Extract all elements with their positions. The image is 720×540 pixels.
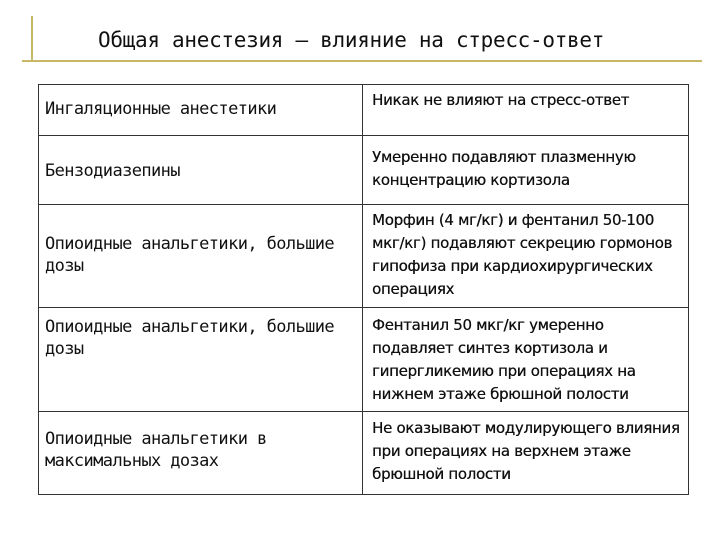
agent-name: Опиоидные анальгетики, большие дозы bbox=[45, 317, 335, 359]
agent-name: Ингаляционные анестетики bbox=[45, 99, 277, 119]
effect-text: Морфин (4 мг/кг) и фентанил 50-100 мкг/кг) подавляют секрецию гормонов гипофиза при кардиохирургических операциях bbox=[372, 211, 673, 298]
agent-cell bbox=[39, 85, 363, 136]
title-decoration-vertical-line bbox=[31, 16, 33, 62]
table-row bbox=[39, 136, 689, 205]
agent-cell bbox=[39, 412, 363, 495]
effect-cell bbox=[363, 205, 689, 308]
effect-text: Никак не влияют на стресс-ответ bbox=[372, 91, 630, 109]
effect-text: Не оказывают модулирующего влияния при операциях на верхнем этаже брюшной полости bbox=[372, 419, 680, 483]
effect-text: Фентанил 50 мкг/кг умеренно подавляет синтез кортизола и гипергликемию при операциях на нижнем этаже брюшной полости bbox=[372, 316, 636, 403]
table-row bbox=[39, 205, 689, 308]
agent-name: Опиоидные анальгетики, большие дозы bbox=[45, 234, 335, 276]
table-row bbox=[39, 85, 689, 136]
effect-cell bbox=[363, 412, 689, 495]
table-row bbox=[39, 412, 689, 495]
effect-cell bbox=[363, 136, 689, 205]
anesthesia-stress-table bbox=[38, 84, 689, 495]
title-decoration-horizontal-line bbox=[22, 60, 702, 62]
agent-cell bbox=[39, 205, 363, 308]
effect-text: Умеренно подавляют плазменную концентрацию кортизола bbox=[372, 148, 636, 189]
slide-title: Общая анестезия – влияние на стресс-ответ bbox=[98, 28, 605, 52]
agent-cell bbox=[39, 308, 363, 412]
table-row bbox=[39, 308, 689, 412]
agent-name: Бензодиазепины bbox=[45, 161, 180, 181]
effect-cell bbox=[363, 85, 689, 136]
effect-cell bbox=[363, 308, 689, 412]
agent-name: Опиоидные анальгетики в максимальных дозах bbox=[45, 429, 267, 471]
agent-cell bbox=[39, 136, 363, 205]
